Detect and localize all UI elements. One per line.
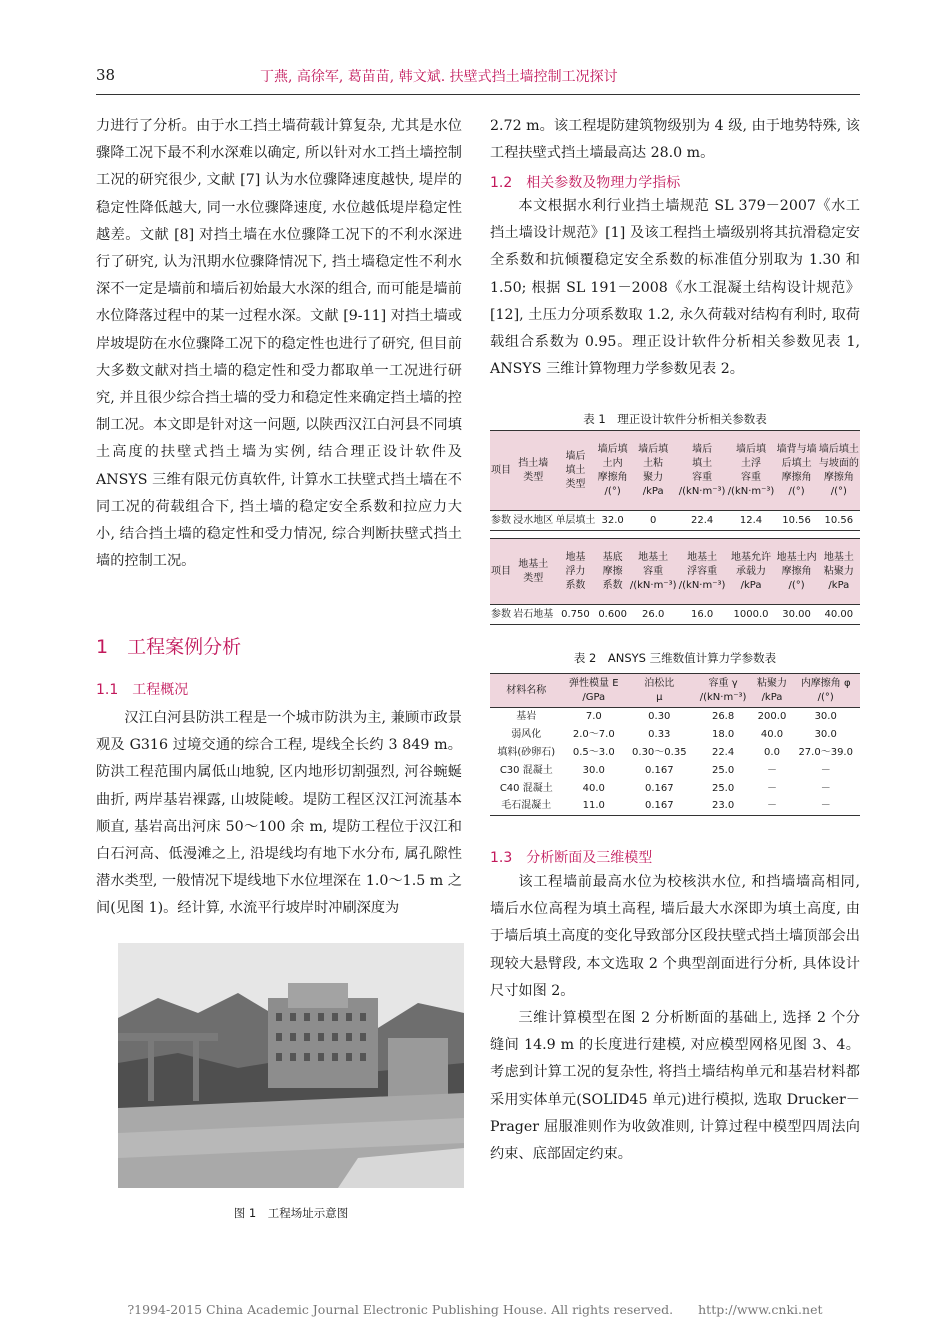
table-1-cell: 10.56 [782, 514, 811, 526]
table-2-row [490, 744, 860, 762]
page-number: 38 [96, 66, 116, 84]
table-2-cell: － [767, 764, 777, 776]
table-1-header-cell: 墙后填 土浮 容重 /(kN·m⁻³) [727, 431, 776, 511]
header-rule [96, 94, 860, 95]
table-1-header-cell: 挡土墙 类型 [512, 431, 554, 511]
table-2-cell: 弱风化 [511, 728, 542, 740]
table-2-cell: 7.0 [585, 710, 602, 722]
section-1-title: 1 工程案例分析 [96, 636, 242, 658]
table-1-header-cell: 地基土 浮容重 /(kN·m⁻³) [678, 539, 727, 605]
table-2-cell: － [820, 782, 831, 794]
table-2-header-cell: 粘聚力 /kPa [753, 674, 792, 708]
table-2-cell: 22.4 [711, 746, 735, 758]
table-2-cell: C30 混凝土 [499, 764, 553, 776]
table-1-cell: 0.600 [598, 608, 627, 620]
table-2-cell: 18.0 [711, 728, 735, 740]
table-2-cell: 40.0 [582, 782, 605, 794]
table-2-cell: 27.0～39.0 [798, 746, 853, 758]
table-2-cell: － [767, 782, 777, 794]
table-1-header-cell: 基底 摩擦 系数 [597, 539, 629, 605]
section-1-2-body [490, 193, 860, 383]
table-2-cell: 30.0 [814, 728, 837, 740]
table-1-header-cell: 项目 [490, 539, 512, 605]
table-2-cell: 0.0 [764, 746, 780, 758]
table-2-cell: C40 混凝土 [499, 782, 553, 794]
table-1-header-cell: 墙后填 土内 摩擦角 /(°) [597, 431, 629, 511]
table-2-cell: 40.0 [760, 728, 784, 740]
table-1-header-cell: 墙背与墙 后填土 摩擦角 /(°) [775, 431, 817, 511]
table-1-cell: 10.56 [824, 514, 854, 526]
table-2 [490, 673, 860, 816]
table-2-caption: 表 2 ANSYS 三维数值计算力学参数表 [573, 651, 777, 665]
table-1-header-cell: 墙后填土 与坡面的 摩擦角 /(°) [818, 431, 860, 511]
table-2-cell: － [767, 800, 777, 812]
table-2-cell: 25.0 [711, 782, 735, 794]
table-1-spacer [490, 531, 860, 539]
table-1-cell: 浸水地区 [513, 514, 554, 526]
table-2-cell: 0.33 [648, 728, 671, 740]
copyright-footer: ?1994-2015 China Academic Journal Electronic Publishing House. All rights reserved. http://www.cnki.net [127, 1302, 823, 1317]
right-column-top [490, 113, 860, 167]
table-2-cell: 0.30～0.35 [632, 746, 687, 758]
table-2-cell: 0.167 [644, 764, 674, 776]
figure-1-caption: 图 1 工程场址示意图 [233, 1206, 349, 1220]
intro-paragraph: 力进行了分析。由于水工挡土墙荷载计算复杂, 尤其是水位骤降工况下最不利水深难以确定, 所以针对水工挡土墙控制工况的研究很少, 文献 [7] 认为水位骤降速度越快, 堤岸的稳定性降低越大, 同一水位骤降速度, 水位越低堤岸稳定性越差。文献 [8] 对挡土墙在水位骤降工况下的不利水深进行了研究, 认为汛期水位骤降情况下, 挡土墙稳定性不利水深不一定是墙前和墙后初始最大水深的组合, 而可能是墙前水位降落过程中的某一过程水深。文献 [9-11] 对挡土墙或岸坡堤防在水位骤降工况下的稳定性也进行了研究, 但目前大多数文献对挡土墙的稳定性和受力都取单一工况进行研究, 并且很少综合挡土墙的受力和稳定性来确定挡土墙的控制工况。本文即是针对这一问题, 以陕西汉江白河县不同填土高度的扶壁式挡土墙为实例, 结合理正设计软件及 ANSYS 三维有限元仿真软件, 计算水工扶壁式挡土墙在不同工况的荷载组合下, 挡土墙的稳定安全系数和拉应力大小, 结合挡土墙的稳定性和受力情况, 综合判断扶壁式挡土墙的控制工况。 [96, 118, 462, 570]
table-2-header-cell: 泊松比 μ [625, 674, 694, 708]
section-1-1-title: 1.1 工程概况 [96, 682, 189, 698]
table-2-cell: 200.0 [757, 710, 787, 722]
table-1-cell: 32.0 [601, 514, 624, 526]
table-2-row [490, 726, 860, 744]
table-1-cell: 30.00 [782, 608, 811, 620]
table-2-cell: 30.0 [582, 764, 605, 776]
figure-1-photo [118, 943, 464, 1188]
site-photo-illustration [118, 943, 464, 1188]
table-1-header-row-2 [490, 539, 860, 605]
table-2-cell: 0.5～3.0 [572, 746, 615, 758]
table-2-cell: 2.0～7.0 [572, 728, 615, 740]
table-2-header-cell: 材料名称 [490, 674, 563, 708]
table-2-header-row [490, 674, 860, 708]
section-1-3-paragraph-2: 三维计算模型在图 2 分析断面的基础上, 选择 2 个分缝间 14.9 m 的长度进行建模, 对应模型网格见图 3、4。考虑到计算工况的复杂性, 将挡土墙结构单元和基岩材料都采用实体单元(SOLID45 单元)进行模拟, 选取 Drucker－Prager 屈服准则作为收敛准则, 计算过程中模型四周法向约束、底部固定约束。 [490, 1010, 860, 1163]
table-2-cell: 毛石混凝土 [501, 800, 552, 812]
table-1-cell: 22.4 [690, 514, 714, 526]
table-1-header-cell: 地基 浮力 系数 [554, 539, 596, 605]
section-1-1-paragraph: 汉江白河县防洪工程是一个城市防洪为主, 兼顾市政景观及 G316 过境交通的综合工程, 堤线全长约 3 849 m。防洪工程范围内属低山地貌, 区内地形切割强烈, 河谷蜿蜒曲折, 两岸基岩裸露, 山坡陡峻。堤防工程区汉江河流基本顺直, 基岩高出河床 50～100 余 m, 堤防工程位于汉江和白石河高、低漫滩之上, 沿堤线均有地下水分布, 属孔隙性潜水类型, 一般情况下堤线地下水位埋深在 1.0～1.5 m 之间(见图 1)。经计算, 水流平行坡岸时冲刷深度为 [96, 710, 462, 917]
table-1-cell: 参数 [491, 608, 512, 620]
table-2-cell: 填料(砂卵石) [497, 746, 556, 758]
table-1-row-1 [490, 511, 860, 531]
table-2-row [490, 798, 860, 816]
table-1-header-cell: 地基土 类型 [512, 539, 554, 605]
table-2-cell: 26.8 [711, 710, 735, 722]
table-2-cell: 30.0 [814, 710, 837, 722]
table-1-header-cell: 墙后填 土粘 聚力 /kPa [629, 431, 678, 511]
table-2-cell: － [820, 800, 831, 812]
table-1-row-2 [490, 605, 860, 625]
table-1-cell: 1000.0 [733, 608, 769, 620]
table-1-cell: 0 [649, 514, 657, 526]
right-top-paragraph: 2.72 m。该工程堤防建筑物级别为 4 级, 由于地势特殊, 该工程扶壁式挡土墙最高达 28.0 m。 [490, 118, 860, 162]
section-1-3-body [490, 869, 860, 1168]
table-2-header-cell: 容重 γ /(kN·m⁻³) [694, 674, 753, 708]
table-1-header-cell: 地基土 粘聚力 /kPa [818, 539, 860, 605]
section-1-3-paragraph-1: 该工程墙前最高水位为校核洪水位, 和挡墙墙高相同, 墙后水位高程为填土高程, 墙后最大水深即为填土高度, 由于墙后填土高度的变化导致部分区段扶壁式挡土墙顶部会出现较大悬臂段, 本文选取 2 个典型剖面进行分析, 具体设计尺寸如图 2。 [490, 874, 860, 999]
left-column [96, 113, 462, 575]
table-1-cell: 16.0 [690, 608, 714, 620]
table-2-row [490, 708, 860, 726]
table-2-cell: 0.167 [644, 782, 674, 794]
table-1-grid [490, 430, 860, 625]
table-2-cell: － [820, 764, 831, 776]
table-2-header-cell: 弹性模量 E /GPa [563, 674, 625, 708]
table-1-header-cell: 墙后 填土 容重 /(kN·m⁻³) [678, 431, 727, 511]
table-1 [490, 430, 860, 625]
table-2-row [490, 780, 860, 798]
running-title: 丁燕, 高徐军, 葛苗苗, 韩文斌. 扶壁式挡土墙控制工况探讨 [260, 69, 618, 85]
table-1-cell: 0.750 [561, 608, 590, 620]
table-1-cell: 26.0 [642, 608, 665, 620]
table-1-header-cell: 地基土内 摩擦角 /(°) [775, 539, 817, 605]
table-2-body [490, 708, 860, 816]
section-1-2-paragraph: 本文根据水利行业挡土墙规范 SL 379－2007《水工挡土墙设计规范》[1] 及该工程挡土墙级别将其抗滑稳定安全系数和抗倾覆稳定安全系数的标准值分别取为 1.30 和 1.50; 根据 SL 191－2008《水工混凝土结构设计规范》[12], 土压力分项系数取 1.2, 永久荷载对结构有利时, 取荷载组合系数为 0.95。理正设计软件分析相关参数见表 1, ANSYS 三维计算物理力学参数见表 2。 [490, 198, 860, 378]
table-1-header-cell: 地基土 容重 /(kN·m⁻³) [629, 539, 678, 605]
table-1-header-row-1 [490, 431, 860, 511]
section-1-3-title: 1.3 分析断面及三维模型 [490, 850, 653, 866]
table-1-cell: 单层填土 [555, 514, 596, 526]
table-1-cell: 40.00 [824, 608, 854, 620]
table-2-grid [490, 673, 860, 816]
table-2-cell: 基岩 [516, 710, 537, 722]
table-2-cell: 0.30 [648, 710, 671, 722]
table-2-cell: 11.0 [582, 800, 605, 812]
table-2-row [490, 762, 860, 780]
table-2-cell: 25.0 [711, 764, 735, 776]
table-1-header-cell: 项目 [490, 431, 512, 511]
table-2-cell: 23.0 [711, 800, 735, 812]
section-1-2-title: 1.2 相关参数及物理力学指标 [490, 175, 681, 191]
table-1-header-cell: 墙后 填土 类型 [554, 431, 596, 511]
table-1-header-cell: 地基允许 承载力 /kPa [727, 539, 776, 605]
table-1-caption: 表 1 理正设计软件分析相关参数表 [583, 412, 767, 426]
section-1-1-body [96, 705, 462, 923]
table-1-cell: 岩石地基 [513, 608, 554, 620]
table-2-header-cell: 内摩擦角 φ /(°) [791, 674, 860, 708]
table-1-cell: 12.4 [739, 514, 763, 526]
table-2-cell: 0.167 [644, 800, 674, 812]
table-1-cell: 参数 [491, 514, 512, 526]
